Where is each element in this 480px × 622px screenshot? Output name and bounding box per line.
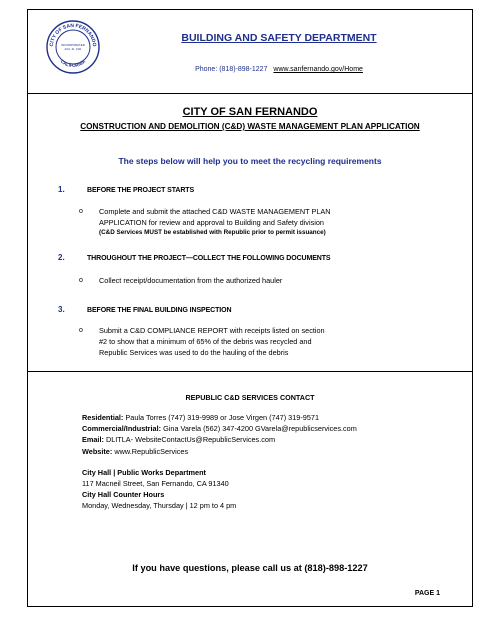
- svg-text:INCORPORATED: INCORPORATED: [61, 43, 85, 47]
- step-number: 1.: [58, 185, 65, 194]
- questions-callout: If you have questions, please call us at (818)-898-1227: [132, 563, 368, 573]
- document-frame: [27, 9, 473, 607]
- step-title: BEFORE THE PROJECT STARTS: [87, 187, 195, 194]
- city-title: CITY OF SAN FERNANDO: [182, 106, 318, 118]
- republic-contacts: Residential: Paula Torres (747) 319-9989 or Jose Virgen (747) 319-9571 Commercial/Industrial: Gina Varela (562) 347-4200 GVarela@republicservices.com Email: DLITLA- WebsiteContactUs@RepublicServices.com Website: www.RepublicServices: [82, 413, 357, 456]
- step-number: 3.: [58, 305, 65, 314]
- step-text: Collect receipt/documentation from the authorized hauler: [99, 276, 283, 285]
- website-link[interactable]: www.sanfernando.gov/Home: [273, 66, 363, 73]
- section-divider: [28, 371, 472, 372]
- department-name: BUILDING AND SAFETY DEPARTMENT: [181, 32, 377, 44]
- application-title: CONSTRUCTION AND DEMOLITION (C&D) WASTE MANAGEMENT PLAN APPLICATION: [80, 122, 420, 131]
- republic-contact-title: REPUBLIC C&D SERVICES CONTACT: [185, 393, 315, 402]
- header: [28, 10, 472, 94]
- bullet-icon: o: [79, 208, 83, 215]
- svg-text:AUG. 31, 1911: AUG. 31, 1911: [64, 48, 82, 51]
- step-note: (C&D Services MUST be established with Republic prior to permit issuance): [99, 229, 326, 236]
- email-link[interactable]: DLITLA- WebsiteContactUs@RepublicServices.com: [105, 435, 276, 445]
- contact-line: [28, 66, 472, 73]
- city-hall-info: City Hall | Public Works Department 117 Macneil Street, San Fernando, CA 91340 City Hall Counter Hours Monday, Wednesday, Thursday | 12 pm to 4 pm: [82, 468, 237, 510]
- website-text[interactable]: www.RepublicServices: [114, 446, 189, 456]
- bullet-icon: o: [79, 277, 83, 284]
- step-title: BEFORE THE FINAL BUILDING INSPECTION: [87, 307, 232, 314]
- step-title: THROUGHOUT THE PROJECT—COLLECT THE FOLLOWING DOCUMENTS: [87, 255, 331, 262]
- step-text: Submit a C&D COMPLIANCE REPORT with receipts listed on section #2 to show that a minimum of 65% of the debris was recycled and Republic Services was used to do the hauling of the debris: [99, 326, 325, 357]
- phone-number: Phone: (818)-898-1227: [195, 66, 268, 73]
- step-number: 2.: [58, 253, 65, 262]
- step-text: Complete and submit the attached C&D WASTE MANAGEMENT PLAN APPLICATION for review and approval to Building and Safety division (C&D Services MUST be established with Republic prior to permit issuance): [99, 206, 429, 238]
- steps-intro: The steps below will help you to meet the recycling requirements: [118, 156, 382, 166]
- svg-text:CITY OF SAN FERNANDO: CITY OF SAN FERNANDO: [48, 22, 98, 47]
- page-number: PAGE 1: [414, 590, 440, 597]
- bullet-icon: o: [79, 327, 83, 334]
- svg-text:CALIFORNIA: CALIFORNIA: [59, 58, 87, 69]
